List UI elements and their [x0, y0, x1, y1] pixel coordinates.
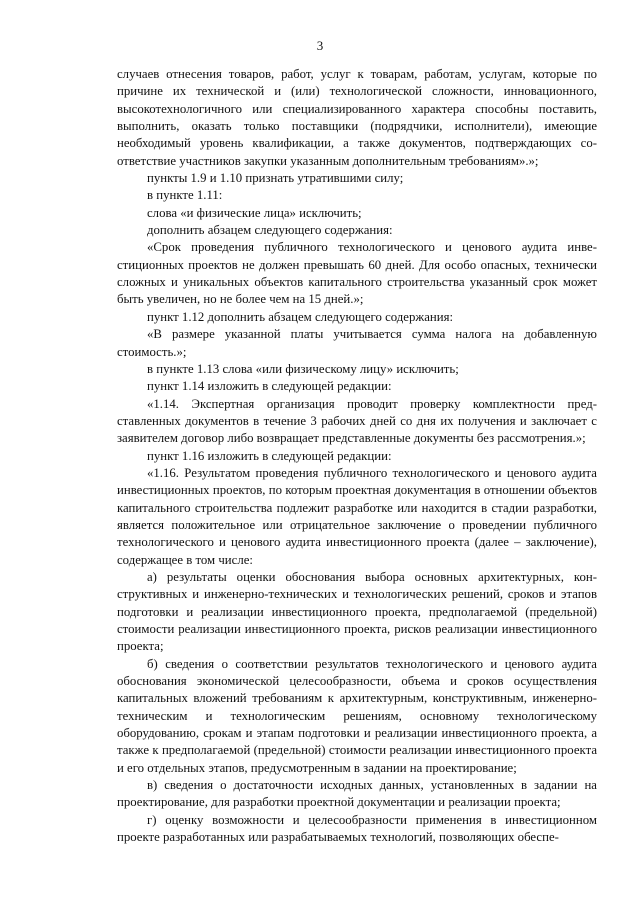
paragraph-subitem-v: в) сведения о достаточности исходных данных, установленных в задании на проектирование, для разработки проектной документации и реализации проекта;: [117, 778, 597, 810]
paragraph-words-excluded: слова «и физические лица» исключить;: [147, 205, 362, 220]
paragraph-item-1-11: в пункте 1.11:: [147, 188, 223, 203]
paragraph-item-1-16-text: «1.16. Результатом проведения публичного технологического и ценового аудита инвестиционных проектов, по которым проектная документация в отношении объектов капитального строительства подлежит разработке или находится в стадии разработки, является положительное или отрицательное заключение о проведении публичного технологического и ценового аудита инвестиционного проекта (далее – заключение), содержащее в том числе:: [117, 465, 597, 567]
paragraph-item-1-13: в пункте 1.13 слова «или физическому лицу» исключить;: [147, 361, 459, 376]
paragraph-subitem-g: г) оценку возможности и целесообразности применения в инвестиционном проекте разработанных или разрабатываемых технологий, позволяющих обеспе-: [117, 812, 597, 845]
paragraph-item-1-16: пункт 1.16 изложить в следующей редакции:: [147, 448, 392, 463]
paragraph-items-1-9-1-10: пункты 1.9 и 1.10 признать утратившими силу;: [147, 171, 404, 186]
document-body: [117, 66, 597, 846]
paragraph-item-1-12: пункт 1.12 дополнить абзацем следующего содержания:: [147, 309, 454, 324]
paragraph-vat: «В размере указанной платы учитывается сумма налога на добавленную стоимость.»;: [117, 327, 597, 359]
paragraph-subitem-b: б) сведения о соответствии результатов технологического и ценового аудита обоснования экономической целесообразности, объема и сроков осуществления капитальных вложений требованиям к архитектурным, конструктивным, инженерно-техническим и технологическим решениям, основному технологическому оборудованию, срокам и этапам подготовки и реализации инвестиционного проекта, а также к предполагаемой (предельной) стоимости реализации инвестиционного проекта и его отдельных этапов, предусмотренным в задании на проектирование;: [117, 656, 597, 775]
paragraph-continuation: случаев отнесения товаров, работ, услуг к товарам, работам, услугам, которые по причине их технической и (или) технологической сложности, инновационного, высокотехнологичного или специализированного характера способны поставить, выполнить, оказать только поставщики (подрядчики, исполнители), имеющие необходимый уровень квалификации, а также документов, подтверждающих соответствие участников закупки указанным дополнительным требованиям».»;: [117, 67, 597, 168]
page-number: 3: [316, 38, 324, 53]
paragraph-item-1-14-text: «1.14. Экспертная организация проводит проверку комплектности представленных документов в течение 3 рабочих дней со дня их получения и заключает с заявителем договор либо возвращает представленные документы без рассмотрения.»;: [117, 396, 597, 446]
paragraph-audit-term: «Срок проведения публичного технологического и ценового аудита инвестиционных проектов не должен превышать 60 дней. Для особо опасных, технически сложных и уникальных объектов капитального строительства указанный срок может быть увеличен, но не более чем на 15 дней.»;: [117, 240, 597, 307]
paragraph-add-clause: дополнить абзацем следующего содержания:: [147, 223, 393, 238]
paragraph-item-1-14: пункт 1.14 изложить в следующей редакции:: [147, 379, 392, 394]
paragraph-subitem-a: а) результаты оценки обоснования выбора основных архитектурных, конструктивных и инженерно-технических и технологических решений, сроков и этапов подготовки и реализации инвестиционного проекта, предполагаемой (предельной) стоимости реализации инвестиционного проекта, рисков реализации инвестиционного проекта;: [117, 569, 597, 654]
